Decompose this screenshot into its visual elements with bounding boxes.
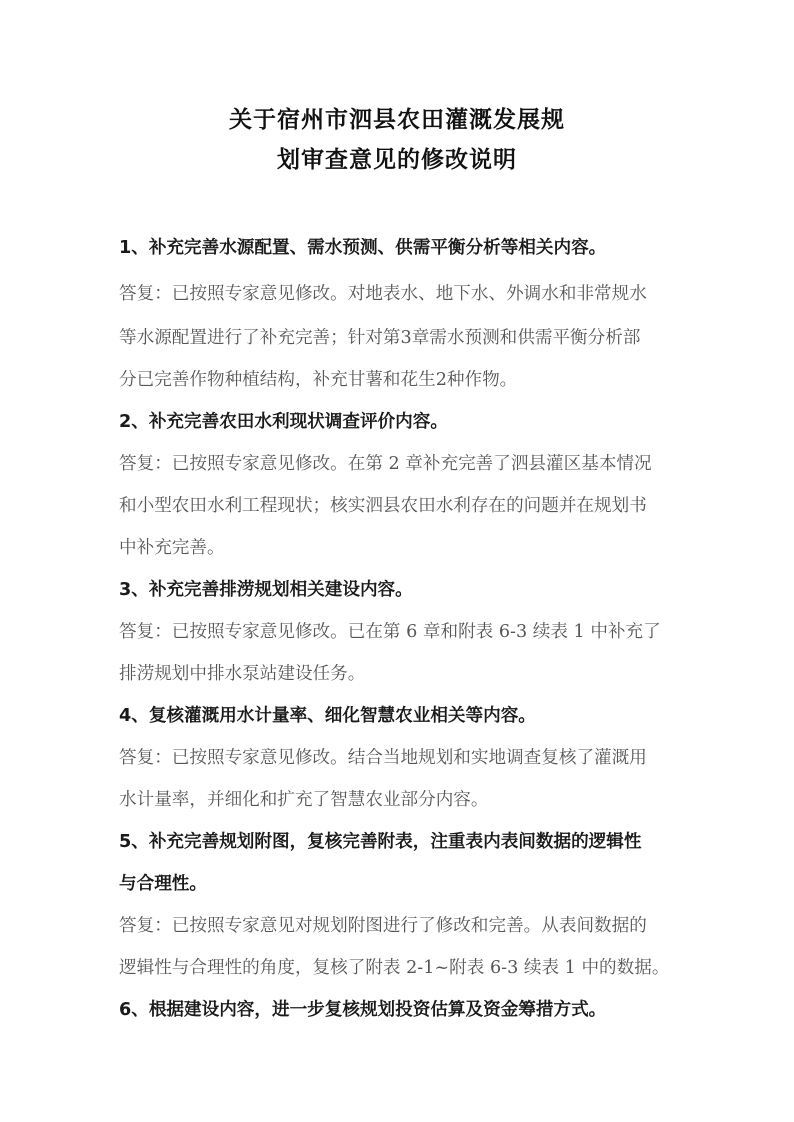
item-5-answer-line-1: 答复：已按照专家意见对规划附图进行了修改和完善。从表间数据的 [119,916,647,936]
item-5-question-line-2: 与合理性。 [119,874,207,894]
item-4-question: 4、复核灌溉用水计量率、细化智慧农业相关等内容。 [119,706,536,726]
item-1-answer-line-1: 答复：已按照专家意见修改。对地表水、地下水、外调水和非常规水 [119,284,647,304]
item-5-answer-line-2: 逻辑性与合理性的角度，复核了附表 2-1~附表 6-3 续表 1 中的数据。 [119,958,670,978]
item-5-question-line-1: 5、补充完善规划附图，复核完善附表，注重表内表间数据的逻辑性 [119,832,642,852]
item-1-answer-line-2: 等水源配置进行了补充完善；针对第3章需水预测和供需平衡分析部 [119,328,641,348]
item-6-question: 6、根据建设内容，进一步复核规划投资估算及资金筹措方式。 [119,1000,607,1020]
item-1-question: 1、补充完善水源配置、需水预测、供需平衡分析等相关内容。 [119,238,607,258]
item-2-question: 2、补充完善农田水利现状调查评价内容。 [119,412,448,432]
item-2-answer-line-2: 和小型农田水利工程现状；核实泗县农田水利存在的问题并在规划书 [119,496,647,516]
item-2-answer-line-3: 中补充完善。 [119,538,225,558]
document-title-line-2: 划审查意见的修改说明 [277,147,517,173]
item-3-answer-line-1: 答复：已按照专家意见修改。已在第 6 章和附表 6-3 续表 1 中补充了 [119,622,661,642]
document-title-line-1: 关于宿州市泗县农田灌溉发展规 [229,107,565,133]
item-4-answer-line-2: 水计量率，并细化和扩充了智慧农业部分内容。 [119,790,489,810]
item-1-answer-line-3: 分已完善作物种植结构，补充甘薯和花生2种作物。 [119,370,518,390]
item-4-answer-line-1: 答复：已按照专家意见修改。结合当地规划和实地调查复核了灌溉用 [119,748,647,768]
item-2-answer-line-1: 答复：已按照专家意见修改。在第 2 章补充完善了泗县灌区基本情况 [119,454,652,474]
item-3-answer-line-2: 排涝规划中排水泵站建设任务。 [119,664,366,684]
item-3-question: 3、补充完善排涝规划相关建设内容。 [119,580,413,600]
